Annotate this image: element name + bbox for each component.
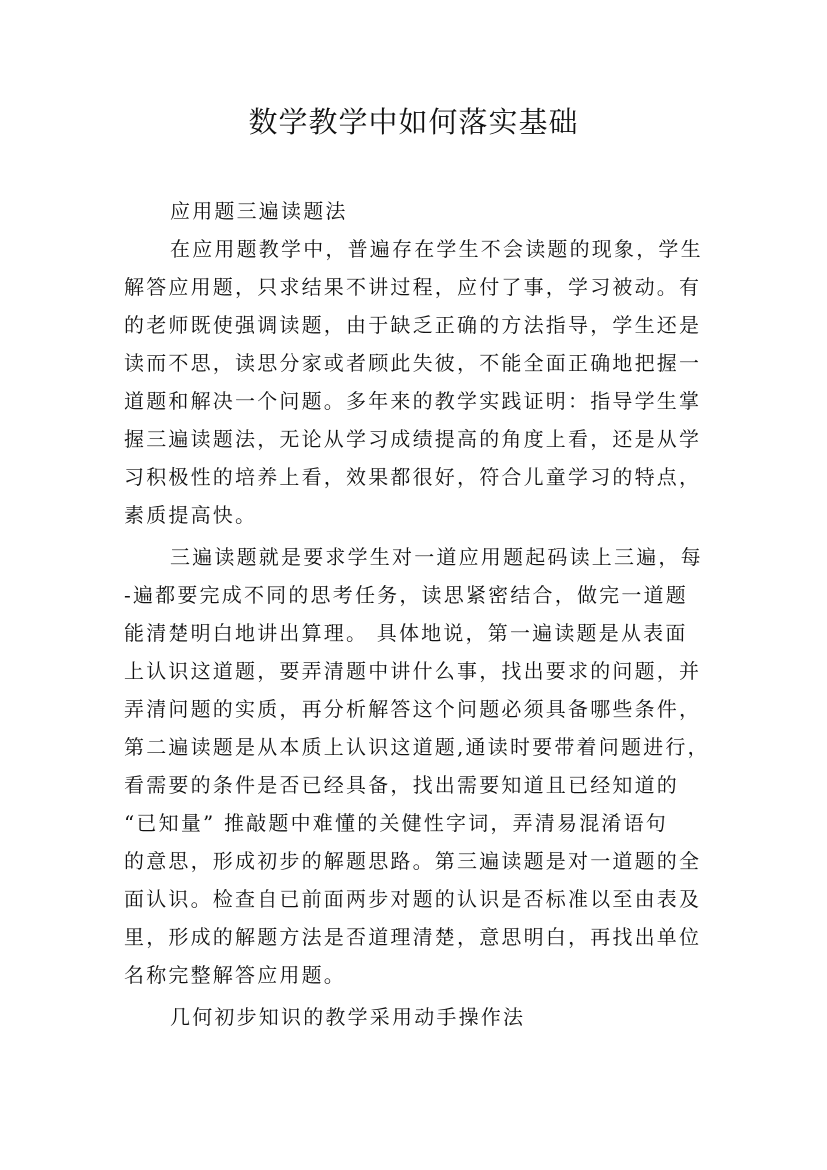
paragraph-line: 名称完整解答应用题。 [124, 963, 346, 987]
paragraph-line: 握三遍读题法，无论从学习成绩提高的角度上看，还是从学 [124, 427, 702, 451]
section-heading: 应用题三遍读题法 [170, 199, 348, 223]
paragraph-line: 上认识这道题，要弄清题中讲什么事，找出要求的问题，并 [124, 659, 702, 683]
paragraph-line: 在应用题教学中，普遍存在学生不会读题的现象，学生 [170, 237, 703, 261]
paragraph-line: 读而不思，读思分家或者顾此失彼，不能全面正确地把握一 [124, 351, 702, 375]
paragraph-line: 里，形成的解题方法是否道理清楚，意思明白，再找出单位 [124, 925, 702, 949]
paragraph-line: 面认识。检查自已前面两步对题的认识是否标准以至由表及 [124, 887, 702, 911]
document-title: 数学教学中如何落实基础 [248, 105, 579, 139]
paragraph-line: 的意思，形成初步的解题思路。第三遍读题是对一道题的全 [124, 849, 702, 873]
paragraph-line: “已知量” 推敲题中难懂的关健性字词，弄清易混淆语句 [124, 811, 669, 835]
paragraph-line: 解答应用题，只求结果不讲过程，应付了事，学习被动。有 [124, 275, 702, 299]
paragraph-line: 素质提高快。 [124, 503, 258, 527]
paragraph-line: 的老师既使强调读题，由于缺乏正确的方法指导，学生还是 [124, 313, 702, 337]
paragraph-line: 第二遍读题是从本质上认识这道题,通读时要带着问题进行， [124, 735, 710, 759]
paragraph-line: 弄清问题的实质，再分析解答这个问题必须具备哪些条件， [124, 697, 702, 721]
paragraph-line: 三遍读题就是要求学生对一道应用题起码读上三遍，每 [170, 545, 703, 569]
section-heading: 几何初步知识的教学采用动手操作法 [170, 1005, 526, 1029]
paragraph-line: 看需要的条件是否已经具备，找出需要知道且已经知道的 [124, 773, 679, 797]
paragraph-line: 能清楚明白地讲出算理。 具体地说，第一遍读题是从表面 [124, 621, 688, 645]
paragraph-line: 道题和解决一个问题。多年来的教学实践证明：指导学生掌 [124, 389, 702, 413]
paragraph-line: 习积极性的培养上看，效果都很好，符合儿童学习的特点， [124, 465, 702, 489]
paragraph-line: -遍都要完成不同的思考任务，读思紧密结合，做完一道题 [124, 583, 688, 607]
